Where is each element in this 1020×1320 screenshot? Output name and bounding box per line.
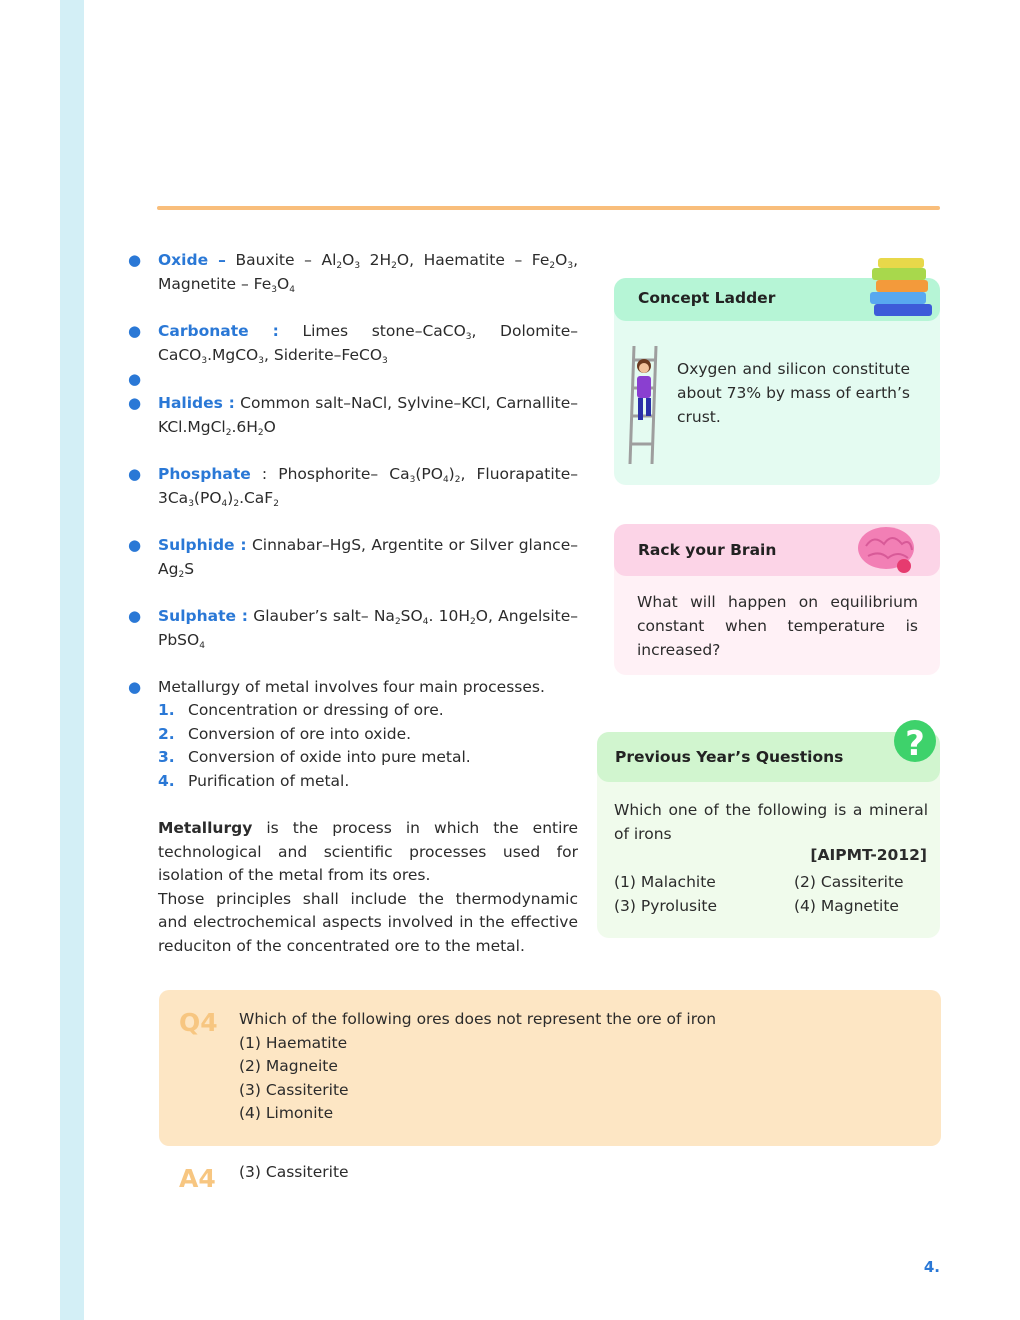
pyq-tag: [AIPMT-2012] [810, 846, 927, 864]
answer-text: (3) Cassiterite [239, 1163, 349, 1181]
list-item: 4. Purification of metal. [158, 771, 350, 790]
concept-ladder-card [614, 278, 940, 485]
question-option: (2) Magneite [239, 1057, 338, 1075]
ore-label: Sulphate : [158, 607, 248, 625]
ore-label: Carbonate : [158, 322, 279, 340]
ore-label: Oxide – [158, 251, 226, 269]
books-icon [864, 256, 942, 322]
bullet-icon: ● [128, 322, 142, 340]
left-column [128, 248, 578, 958]
concept-ladder-title: Concept Ladder [638, 289, 776, 307]
top-rule [157, 206, 940, 210]
process-list [158, 699, 578, 793]
pyq-option: (3) Pyrolusite [614, 897, 718, 915]
ore-carbonate: ● Carbonate : Limes stone–CaCO$_3$, Dolomite–CaCO$_3$.MgCO$_3$, Siderite–FeCO$_3$ [128, 319, 578, 367]
pyq-card [597, 724, 940, 938]
ore-label: Sulphide : [158, 536, 247, 554]
bullet-icon: ● [128, 370, 142, 388]
pyq-option: (4) Magnetite [794, 897, 899, 915]
page-number: 4. [923, 1258, 940, 1276]
metallurgy-principles: Those principles shall include the thermodynamic and electrochemical aspects involved in the effective reduciton of the concentrated ore to the metal. [158, 889, 578, 955]
rack-brain-text: What will happen on equilibrium constant when temperature is increased? [637, 593, 918, 659]
pyq-header [597, 732, 940, 782]
ore-halides: ● Halides : Common salt–NaCl, Sylvine–KCl, Carnallite–$KCl.MgCl_2.6H_2O$ [128, 391, 578, 439]
pyq-option: (1) Malachite [614, 873, 716, 891]
ladder-girl-icon [624, 344, 668, 466]
list-item: 2. Conversion of ore into oxide. [158, 724, 412, 743]
metallurgy-definition: Metallurgy is the process in which the entire technological and scientific processes used for isolation of the metal from its ores. [158, 819, 578, 884]
empty-bullet [128, 367, 578, 391]
bullet-icon: ● [128, 394, 142, 412]
ore-label: Halides : [158, 394, 235, 412]
question-mark-icon [893, 715, 939, 769]
bullet-icon: ● [128, 678, 142, 696]
ore-sulphate: ● Sulphate : Glauber’s salt– $Na_2SO_4$. $10H_2O$, Angelsite–PbSO$_4$ [128, 604, 578, 652]
rack-brain-title: Rack your Brain [638, 541, 777, 559]
question-text: Which of the following ores does not represent the ore of iron [239, 1010, 717, 1028]
bullet-icon: ● [128, 607, 142, 625]
question-content [239, 1008, 716, 1126]
pyq-title: Previous Year’s Questions [615, 748, 844, 766]
list-item: 3. Conversion of oxide into pure metal. [158, 748, 471, 766]
bullet-icon: ● [128, 251, 142, 269]
ore-label: Phosphate [158, 465, 251, 483]
ore-sulphide: ● Sulphide : Cinnabar–HgS, Argentite or Silver glance–$Ag_2S$ [128, 533, 578, 581]
bullet-icon: ● [128, 465, 142, 483]
bullet-icon: ● [128, 536, 142, 554]
ore-oxide: ● Oxide – Bauxite – $Al_2O_3$ $2H_2O$, Haematite – $Fe_2O_3$, Magnetite – $Fe_3O_4$ [128, 248, 578, 296]
question-option: (1) Haematite [239, 1033, 348, 1052]
pyq-question: Which one of the following is a mineral of irons [614, 801, 928, 843]
svg-text:?: ? [905, 724, 925, 764]
pyq-option: (2) Cassiterite [794, 873, 904, 891]
question-option: (3) Cassiterite [239, 1080, 349, 1099]
side-strip [60, 0, 84, 1320]
question-label: Q4 [179, 1008, 218, 1037]
metallurgy-intro: ● Metallurgy of metal involves four main processes. [128, 675, 578, 699]
question-box [159, 990, 941, 1146]
rack-brain-card [614, 524, 940, 675]
question-option: (4) Limonite [239, 1104, 334, 1122]
ore-phosphate: ● Phosphate : Phosphorite– $Ca_3(PO_4)_2$, Fluorapatite–$3Ca_3(PO_4)_2.CaF_2$ [128, 462, 578, 510]
brain-icon [856, 524, 920, 578]
concept-ladder-text: Oxygen and silicon constitute about 73% by mass of earth’s crust. [677, 360, 910, 426]
list-item: 1. Concentration or dressing of ore. [158, 701, 444, 719]
answer-label: A4 [179, 1164, 216, 1193]
